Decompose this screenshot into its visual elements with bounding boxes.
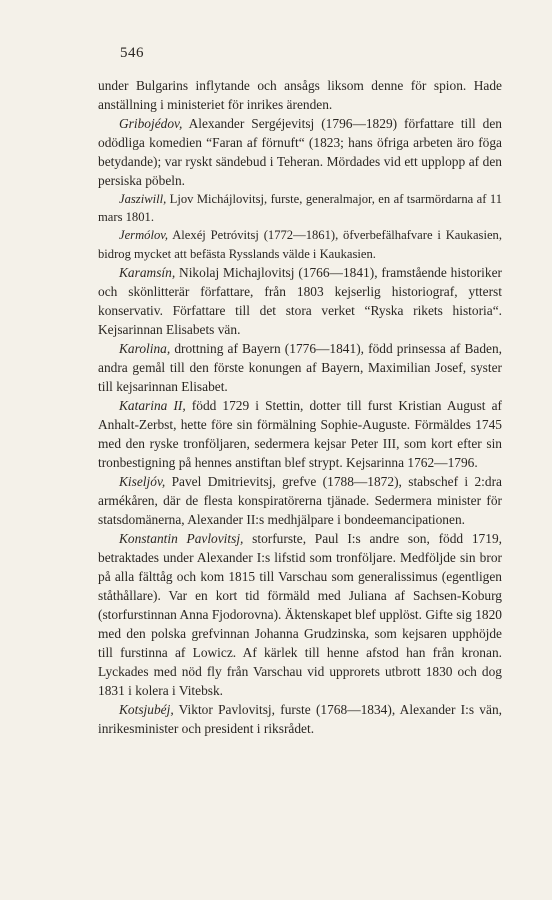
entry-name: Gribojédov, (119, 116, 183, 131)
entry (98, 472, 502, 529)
entry-text: Viktor Pavlovitsj, furste (1768—1834), Alexander I:s vän, inrikesminister och president i riksrådet. (98, 701, 502, 736)
entry-name: Katarina II, (119, 397, 186, 413)
entry-name: Karamsín, (119, 264, 176, 280)
entry-text: storfurste, Paul I:s andre son, född 1719, betraktades under Alexander I:s lifstid som tronföljare. Medföljde sin bror på alla fälttåg och kom 1815 till Varschau som generalissimus (egentligen ståthållare). Var en kort tid förmäld med Juliana af Sachsen-Koburg (storfurstinnan Anna Fjodorovna). Äktenskapet blef upplöst. Gifte sig 1820 med den polska grefvinnan Johanna Grudzinska, som kejsaren upphöjde till furstinna af Lowicz. Af kärlek till henne afstod han från kronan. Lyckades med nöd fly från Varschau vid upprorets utbrott 1830 och dog 1831 i kolera i Vitebsk. (98, 530, 502, 698)
entry (98, 226, 502, 262)
entry-text: drottning af Bayern (1776—1841), född prinsessa af Baden, andra gemål till den förste konungen af Bayern, Maximilian Josef, syster till kejsarinnan Elisabet. (98, 340, 502, 394)
page-number: 546 (120, 45, 144, 61)
entry-name: Karolina, (119, 340, 171, 356)
paragraph (98, 76, 502, 114)
entry-text: Ljov Michájlovitsj, furste, generalmajor, en af tsarmördarna af 11 mars 1801. (98, 192, 502, 225)
entry (98, 700, 502, 738)
entry-name: Konstantin Pavlovitsj, (119, 530, 244, 546)
text-body (98, 76, 502, 738)
entry (98, 190, 502, 226)
entry (98, 529, 502, 700)
entry-text: Pavel Dmitrievitsj, grefve (1788—1872), stabschef i 2:dra armékåren, där de flesta konspiratörerna tjänade. Sedermera minister för statsdomänerna, Alexander II:s medhjälpare i bondeemancipationen. (98, 473, 502, 527)
entry-text: född 1729 i Stettin, dotter till furst Kristian August af Anhalt-Zerbst, hette före sin förmälning Sophie-Auguste. Förmäldes 1745 med den ryske tronföljaren, sedermera kejsar Peter III, som kort efter sin tronbestigning på hennes anstiftan blef strypt. Kejsarinna 1762—1796. (98, 397, 502, 470)
entry-text: Alexéj Petróvitsj (1772—1861), öfverbefälhafvare i Kaukasien, bidrog mycket att befästa Rysslands välde i Kaukasien. (98, 228, 502, 261)
entry-text: Nikolaj Michajlovitsj (1766—1841), framstående historiker och skönlitterär författare, från 1803 kejserlig historiograf, ytterst konservativ. Författare till det stora verket “Ryska rikets historia“. Kejsarinnan Elisabets vän. (98, 264, 502, 337)
entry (98, 114, 502, 190)
entry-name: Jasziwill, (119, 192, 167, 206)
entry (98, 396, 502, 472)
paragraph-text: under Bulgarins inflytande och ansågs liksom denne för spion. Hade anställning i ministeriet för inrikes ärenden. (98, 78, 502, 112)
entry-name: Kiseljóv, (119, 473, 166, 489)
entry-text: Alexander Sergéjevitsj (1796—1829) författare till den odödliga komedien “Faran af förnuft“ (1823; hans öfriga arbeten äro föga betydande); var ryskt sändebud i Teheran. Mördades vid ett upplopp af den persiska pöbeln. (98, 116, 502, 188)
entry (98, 263, 502, 339)
entry-name: Kotsjubéj, (119, 701, 174, 717)
entry (98, 339, 502, 396)
entry-name: Jermólov, (119, 228, 169, 243)
